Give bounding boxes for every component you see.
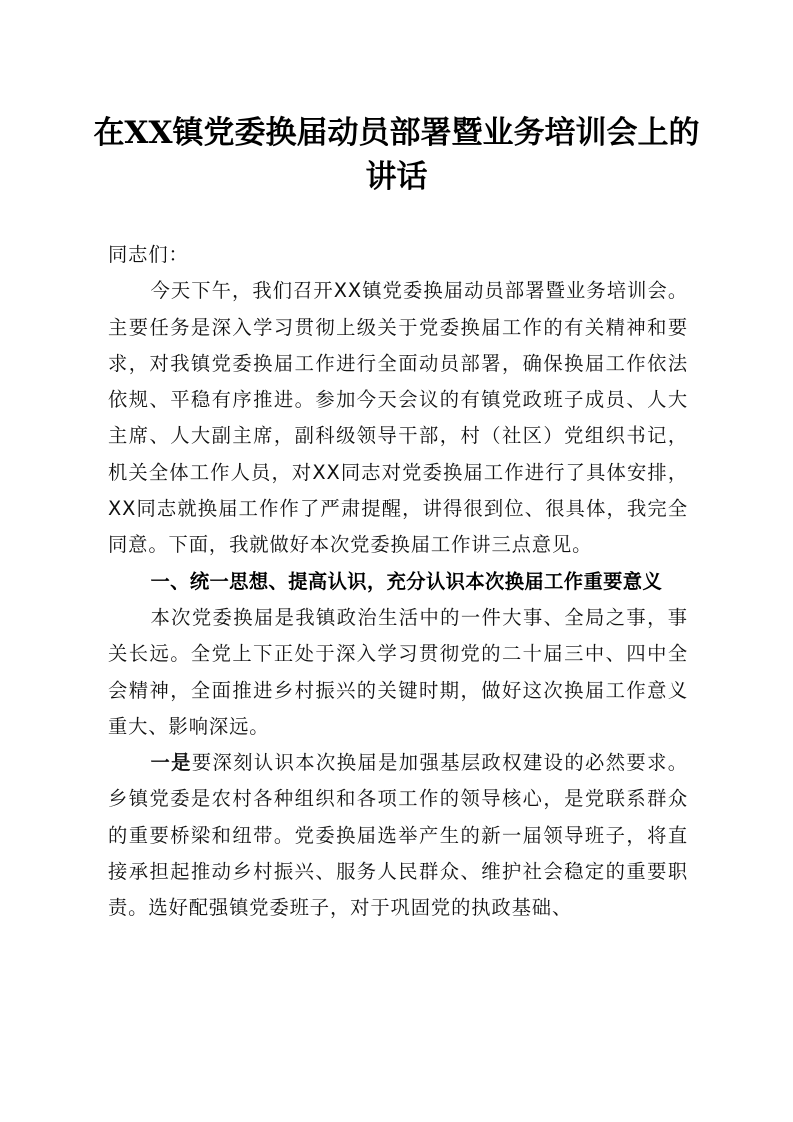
salutation: 同志们： xyxy=(108,243,189,266)
point-text: 要深刻认识本次换届是加强基层政权建设的必然要求。乡镇党委是农村各种组织和各项工作的领导核心，是党联系群众的重要桥梁和纽带。党委换届选举产生的新一届领导班子，将直接承担起推动乡村振兴、服务人民群众、维护社会稳定的重要职责。选好配强镇党委班子，对于巩固党的执政基础、 xyxy=(108,751,688,920)
intro-paragraph: 今天下午，我们召开XX镇党委换届动员部署暨业务培训会。主要任务是深入学习贯彻上级关于党委换届工作的有关精神和要求，对我镇党委换届工作进行全面动员部署，确保换届工作依法依规、平稳有序推进。参加今天会议的有镇党政班子成员、人大主席、人大副主席，副科级领导干部，村（社区）党组织书记，机关全体工作人员，对XX同志对党委换届工作进行了具体安排，XX同志就换届工作作了严肃提醒，讲得很到位、很具体，我完全同意。下面，我就做好本次党委换届工作讲三点意见。 xyxy=(108,279,688,557)
document-body xyxy=(108,237,688,927)
point-lead: 一是 xyxy=(150,751,192,775)
section-heading: 一、统一思想、提高认识，充分认识本次换届工作重要意义 xyxy=(150,569,663,593)
document-title: 在XX镇党委换届动员部署暨业务培训会上的讲话 xyxy=(93,115,700,195)
point-paragraph xyxy=(108,745,688,926)
section-paragraph: 本次党委换届是我镇政治生活中的一件大事、全局之事，事关长远。全党上下正处于深入学习贯彻党的二十届三中、四中全会精神，全面推进乡村振兴的关键时期，做好这次换届工作意义重大、影响深远。 xyxy=(108,605,688,738)
